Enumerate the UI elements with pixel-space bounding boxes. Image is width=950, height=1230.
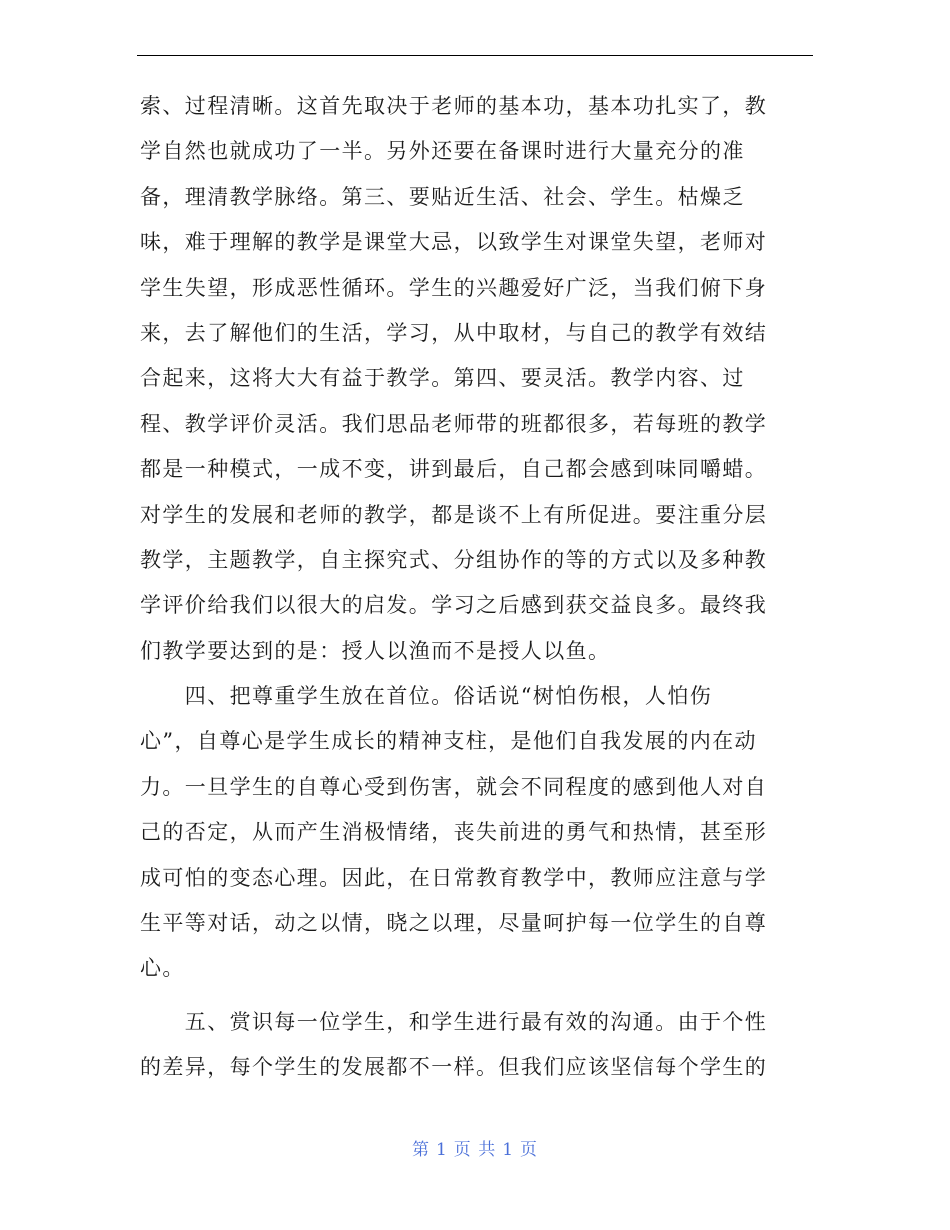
text-line: 学评价给我们以很大的启发。学习之后感到获交益良多。最终我	[140, 593, 768, 618]
text-line: 学自然也就成功了一半。另外还要在备课时进行大量充分的准	[140, 139, 745, 164]
header-rule	[137, 55, 813, 56]
paragraph-start-line: 五、赏识每一位学生，和学生进行最有效的沟通。由于个性	[140, 1009, 768, 1034]
page-footer	[0, 1135, 950, 1160]
text-line: 味，难于理解的教学是课堂大忌，以致学生对课堂失望，老师对	[140, 230, 768, 255]
text-line: 对学生的发展和老师的教学，都是谈不上有所促进。要注重分层	[140, 502, 768, 527]
total-pages: 1	[502, 1140, 515, 1160]
text-line: 心”，自尊心是学生成长的精神支柱，是他们自我发展的内在动	[140, 729, 757, 754]
text-line: 生平等对话，动之以情，晓之以理，尽量呵护每一位学生的自尊	[140, 911, 768, 936]
page-number: 1	[435, 1140, 448, 1160]
text-line: 学生失望，形成恶性循环。学生的兴趣爱好广泛，当我们俯下身	[140, 275, 768, 300]
document-body	[140, 84, 800, 1091]
text-line: 心。	[140, 956, 185, 981]
text-line: 备，理清教学脉络。第三、要贴近生活、社会、学生。枯燥乏	[140, 184, 745, 209]
text-line: 们教学要达到的是：授人以渔而不是授人以鱼。	[140, 638, 611, 663]
text-line: 索、过程清晰。这首先取决于老师的基本功，基本功扎实了，教	[140, 94, 768, 118]
footer-middle: 页 共	[453, 1140, 497, 1160]
text-line: 来，去了解他们的生活，学习，从中取材，与自己的教学有效结	[140, 320, 768, 345]
text-line: 成可怕的变态心理。因此，在日常教育教学中，教师应注意与学	[140, 865, 768, 890]
text-line: 都是一种模式，一成不变，讲到最后，自己都会感到味同嚼蜡。	[140, 457, 768, 482]
text-line: 己的否定，从而产生消极情绪，丧失前进的勇气和热情，甚至形	[140, 820, 768, 845]
text-line: 的差异，每个学生的发展都不一样。但我们应该坚信每个学生的	[140, 1055, 768, 1080]
text-line: 合起来，这将大大有益于教学。第四、要灵活。教学内容、过	[140, 366, 745, 391]
paragraph-start-line: 四、把尊重学生放在首位。俗话说“树怕伤根，人怕伤	[140, 684, 713, 709]
footer-prefix: 第	[411, 1140, 430, 1160]
text-line: 力。一旦学生的自尊心受到伤害，就会不同程度的感到他人对自	[140, 774, 768, 799]
text-line: 程、教学评价灵活。我们思品老师带的班都很多，若每班的教学	[140, 411, 768, 436]
text-line: 教学，主题教学，自主探究式、分组协作的等的方式以及多种教	[140, 547, 768, 572]
footer-suffix: 页	[520, 1140, 539, 1160]
